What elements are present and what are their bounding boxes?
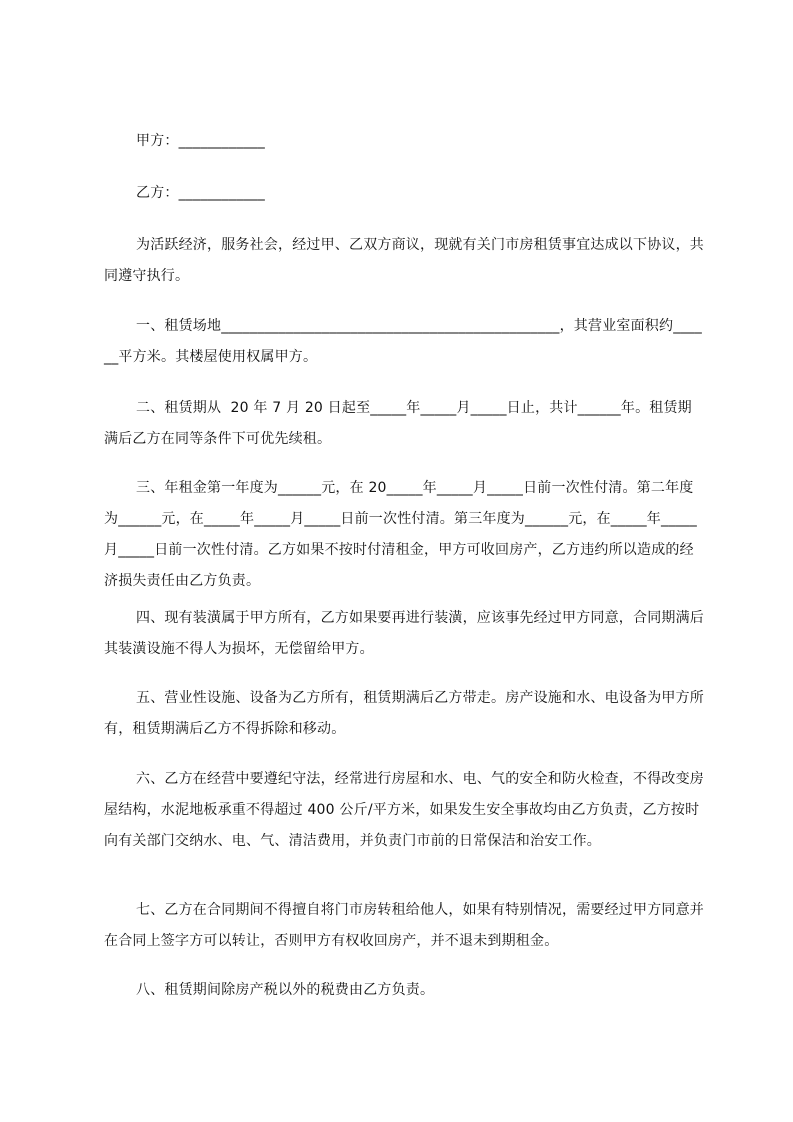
- party-a-line: 甲方：____________: [136, 133, 265, 149]
- party-b-line: 乙方：____________: [136, 185, 265, 201]
- clause-3: 三、年租金第一年度为______元，在 20_____年_____月_____日前一次性付清。第二年度为______元，在_____年_____月_____日前一次性付清。第三年度为______元，在_____年_____月_____日前一次性付清。乙方如果不按时付清租金，甲方可收回房产，乙方违约所以造成的经济损失责任由乙方负责。: [104, 480, 697, 589]
- clause-8: 八、租赁期间除房产税以外的税费由乙方负责。: [136, 982, 435, 998]
- clause-4: 四、现有装潢属于甲方所有，乙方如果要再进行装潢，应该事先经过甲方同意，合同期满后其装潢设施不得人为损坏，无偿留给甲方。: [104, 610, 704, 657]
- intro-paragraph: 为活跃经济，服务社会，经过甲、乙双方商议，现就有关门市房租赁事宜达成以下协议，共同遵守执行。: [104, 237, 704, 284]
- clause-1: 一、租赁场地_______________________________________________，其营业室面积约______平方米。其楼屋使用权属甲方。: [104, 318, 702, 365]
- clause-5: 五、营业性设施、设备为乙方所有，租赁期满后乙方带走。房产设施和水、电设备为甲方所有，租赁期满后乙方不得拆除和移动。: [104, 690, 704, 737]
- clause-2: 二、租赁期从 20 年 7 月 20 日起至_____年_____月_____日止，共计______年。租赁期满后乙方在同等条件下可优先续租。: [104, 400, 692, 447]
- clause-6: 六、乙方在经营中要遵纪守法，经常进行房屋和水、电、气的安全和防火检查，不得改变房屋结构，水泥地板承重不得超过 400 公斤/平方米，如果发生安全事故均由乙方负责，乙方按时向有关部门交纳水、电、气、清洁费用，并负责门市前的日常保洁和治安工作。: [104, 771, 704, 849]
- clause-7: 七、乙方在合同期间不得擅自将门市房转租给他人，如果有特别情况，需要经过甲方同意并在合同上签字方可以转让，否则甲方有权收回房产，并不退未到期租金。: [104, 902, 704, 949]
